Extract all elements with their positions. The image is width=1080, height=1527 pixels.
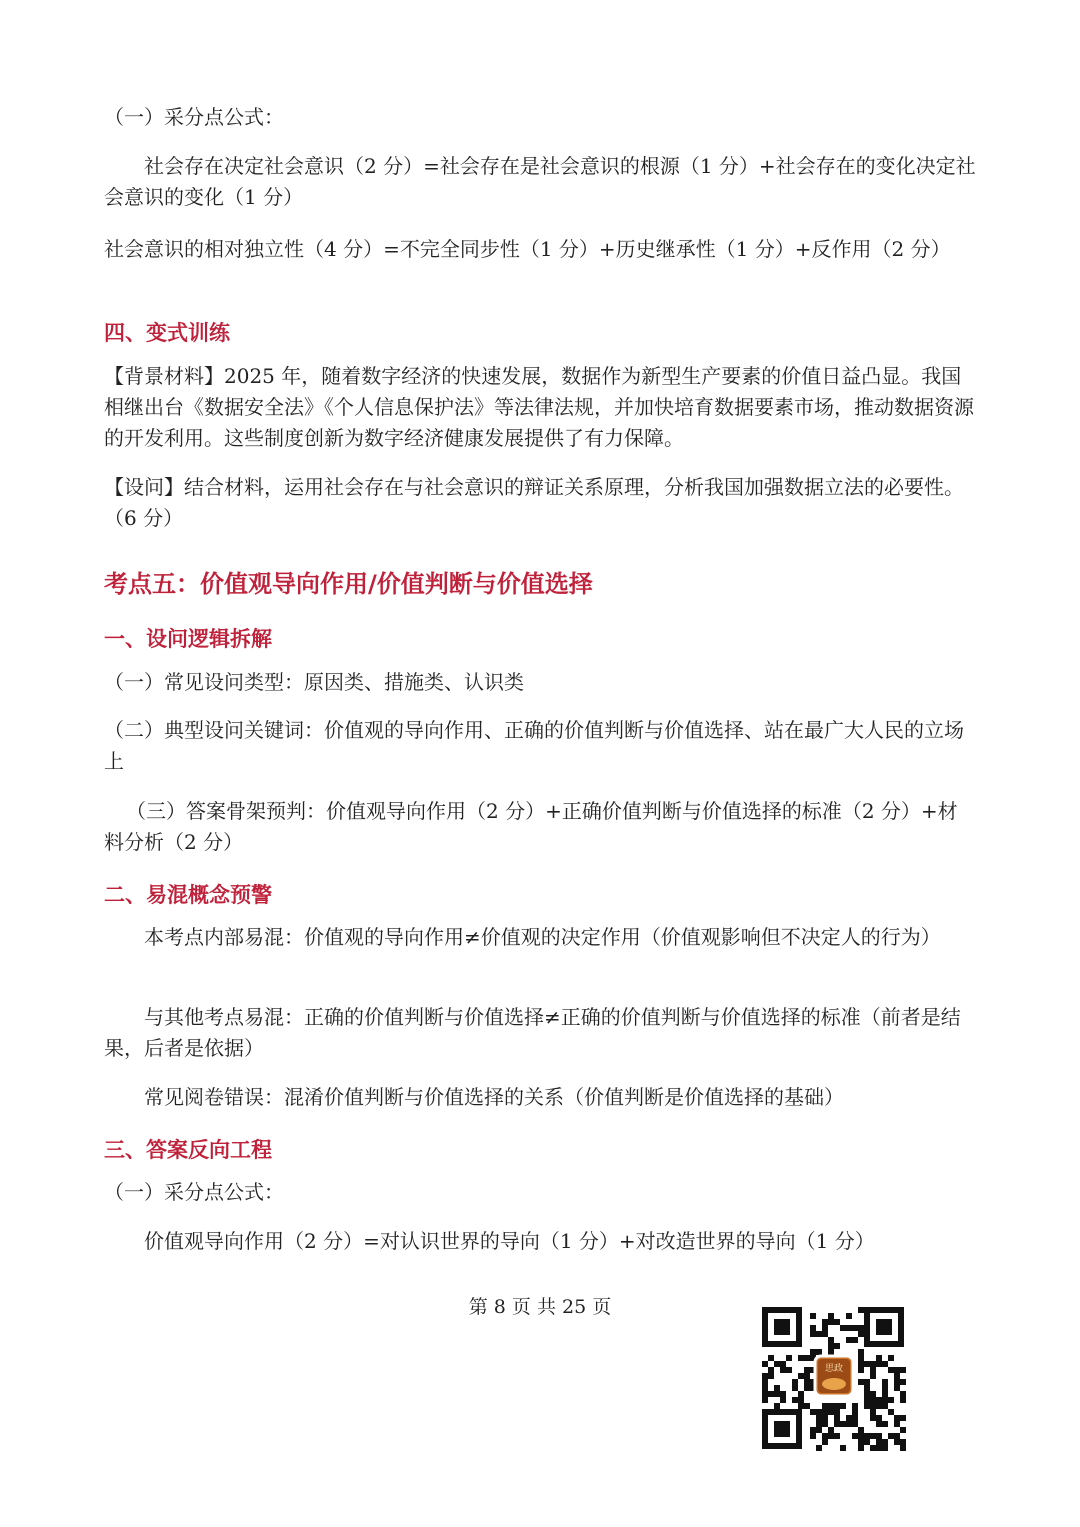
qr-logo-text: 思政	[824, 1364, 844, 1374]
section-heading-variant-training: 四、变式训练	[104, 321, 230, 345]
formula-relative-independence: 社会意识的相对独立性（4 分）=不完全同步性（1 分）+历史继承性（1 分）+反作用（2 分）	[104, 237, 951, 261]
qr-code	[760, 1305, 906, 1451]
question-prompt: 【设问】结合材料，运用社会存在与社会意识的辩证关系原理，分析我国加强数据立法的必要性。（6 分）	[104, 475, 964, 530]
formula-value-guidance: 价值观导向作用（2 分）=对认识世界的导向（1 分）+对改造世界的导向（1 分）	[144, 1229, 875, 1253]
confusion-other-topics: 与其他考点易混：正确的价值判断与价值选择≠正确的价值判断与价值选择的标准（前者是结果，后者是依据）	[104, 1005, 961, 1060]
section-heading-reverse-engineering: 三、答案反向工程	[104, 1138, 272, 1162]
confusion-internal: 本考点内部易混：价值观的导向作用≠价值观的决定作用（价值观影响但不决定人的行为）	[144, 925, 941, 949]
formula-social-existence: 社会存在决定社会意识（2 分）=社会存在是社会意识的根源（1 分）+社会存在的变化决定社会意识的变化（1 分）	[104, 154, 976, 209]
background-material: 【背景材料】2025 年，随着数字经济的快速发展，数据作为新型生产要素的价值日益凸显。我国相继出台《数据安全法》《个人信息保护法》等法律法规，并加快培育数据要素市场，推动数据资源的开发利用。这些制度创新为数字经济健康发展提供了有力保障。	[104, 364, 974, 450]
common-grading-error: 常见阅卷错误：混淆价值判断与价值选择的关系（价值判断是价值选择的基础）	[144, 1085, 844, 1109]
topic-title: 考点五：价值观导向作用/价值判断与价值选择	[104, 570, 593, 598]
answer-framework: （三）答案骨架预判：价值观导向作用（2 分）+正确价值判断与价值选择的标准（2 分）+材料分析（2 分）	[104, 799, 958, 854]
page-number-footer: 第 8 页 共 25 页	[468, 1296, 612, 1318]
common-question-types: （一）常见设问类型：原因类、措施类、认识类	[104, 670, 524, 694]
scoring-formula-label-2: （一）采分点公式：	[104, 1180, 284, 1204]
question-keywords: （二）典型设问关键词：价值观的导向作用、正确的价值判断与价值选择、站在最广大人民的立场上	[104, 718, 964, 773]
qr-logo	[815, 1356, 853, 1396]
scoring-formula-label-1: （一）采分点公式：	[104, 105, 284, 129]
section-heading-confusing-concepts: 二、易混概念预警	[104, 883, 272, 907]
section-heading-question-logic: 一、设问逻辑拆解	[104, 627, 272, 651]
